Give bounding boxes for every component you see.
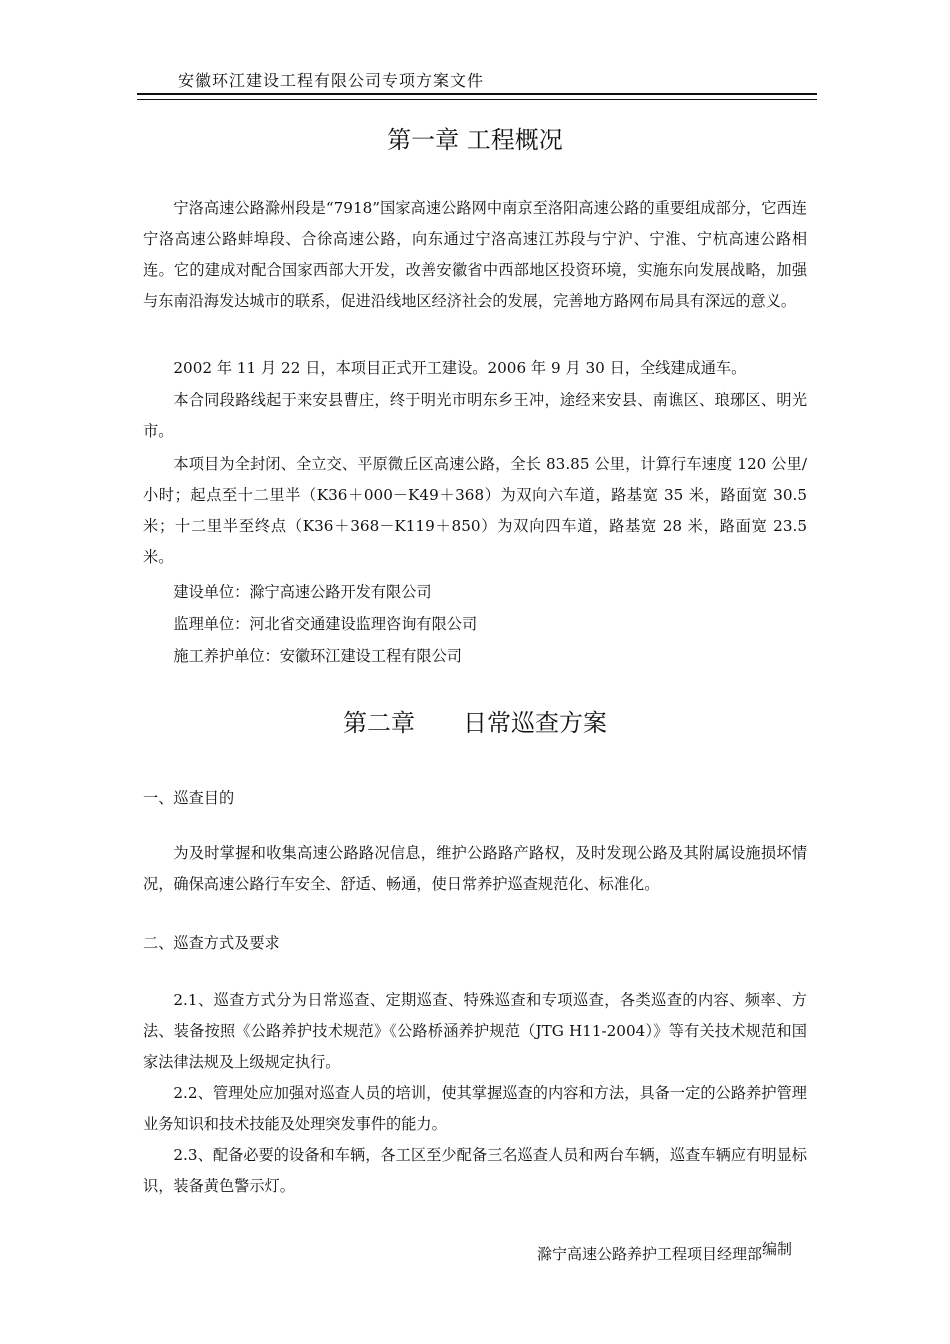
footer-suffix: 编制 [762,1240,793,1258]
section1-heading: 一、巡查目的 [143,789,235,807]
header-rule-thick [137,93,817,95]
section2-item-3: 2.3、配备必要的设备和车辆，各工区至少配备三名巡查人员和两台车辆，巡查车辆应有明显标识，装备黄色警示灯。 [143,1146,807,1195]
ch1-construction-unit: 建设单位：滁宁高速公路开发有限公司 [173,583,432,601]
ch1-paragraph-specs: 本项目为全封闭、全立交、平原微丘区高速公路，全长 83.85 公里，计算行车速度 120 公里/小时；起点至十二里半（K36＋000－K49＋368）为双向六车道，路基宽 35 米，路面宽 30.5 米；十二里半至终点（K36＋368－K119＋850）为双向四车道，路基宽 28 米，路面宽 23.5 米。 [143,455,807,566]
ch1-paragraph-dates: 2002 年 11 月 22 日，本项目正式开工建设。2006 年 9 月 30 日，全线建成通车。 [173,359,747,377]
section2-item-1: 2.1、巡查方式分为日常巡查、定期巡查、特殊巡查和专项巡查，各类巡查的内容、频率、方法、装备按照《公路养护技术规范》《公路桥涵养护规范（JTG H11-2004）》等有关技术规范和国家法律法规及上级规定执行。 [143,991,807,1071]
footer-org: 滁宁高速公路养护工程项目经理部 [537,1245,763,1263]
section2-heading: 二、巡查方式及要求 [143,934,280,952]
ch1-supervision-unit: 监理单位：河北省交通建设监理咨询有限公司 [173,615,478,633]
header-title: 安徽环江建设工程有限公司专项方案文件 [178,71,485,90]
ch1-paragraph-route: 本合同段路线起于来安县曹庄，终于明光市明东乡王冲，途经来安县、南谯区、琅琊区、明光市。 [143,391,807,440]
section1-body: 为及时掌握和收集高速公路路况信息，维护公路路产路权，及时发现公路及其附属设施损坏情况，确保高速公路行车安全、舒适、畅通，使日常养护巡查规范化、标准化。 [143,844,807,893]
header-rule-thin [137,99,817,100]
chapter1-title: 第一章 工程概况 [387,126,563,154]
ch1-paragraph-overview: 宁洛高速公路滁州段是“7918”国家高速公路网中南京至洛阳高速公路的重要组成部分，它西连宁洛高速公路蚌埠段、合徐高速公路，向东通过宁洛高速江苏段与宁沪、宁淮、宁杭高速公路相连。它的建成对配合国家西部大开发，改善安徽省中西部地区投资环境，实施东向发展战略，加强与东南沿海发达城市的联系，促进沿线地区经济社会的发展，完善地方路网布局具有深远的意义。 [143,199,807,310]
footer-signature [537,1240,793,1264]
section2-item-2: 2.2、管理处应加强对巡查人员的培训，使其掌握巡查的内容和方法，具备一定的公路养护管理业务知识和技术技能及处理突发事件的能力。 [143,1084,807,1133]
chapter2-title-text: 日常巡查方案 [463,709,607,737]
chapter2-title [0,703,950,738]
ch1-maintenance-unit: 施工养护单位：安徽环江建设工程有限公司 [173,647,462,665]
chapter2-title-number: 第二章 [343,709,415,737]
